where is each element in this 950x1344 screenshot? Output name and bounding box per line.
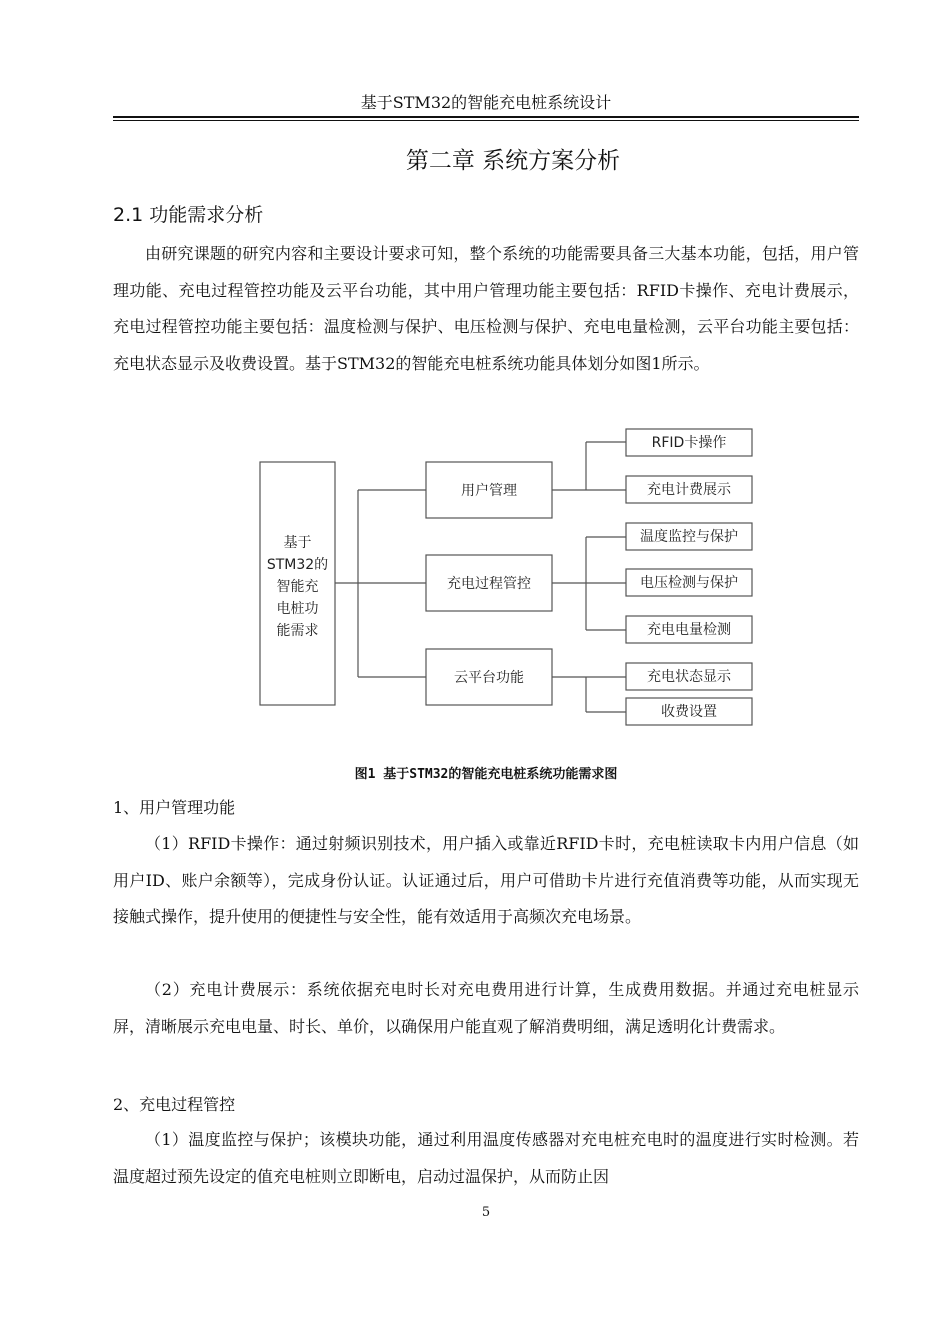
diagram-leaf-label: 充电电量检测 bbox=[647, 622, 731, 638]
section-title: 2.1 功能需求分析 bbox=[113, 204, 264, 226]
diagram-leaf-label: 充电状态显示 bbox=[647, 669, 731, 685]
page-number: 5 bbox=[481, 1205, 491, 1220]
diagram-leaf-label: 收费设置 bbox=[661, 704, 717, 720]
figure-caption: 图1 基于STM32的智能充电桩系统功能需求图 bbox=[354, 767, 618, 782]
diagram-leaf-label: 电压检测与保护 bbox=[640, 575, 738, 591]
subheading-charging-control: 2、充电过程管控 bbox=[113, 1095, 236, 1114]
rfid-paragraph: （1）RFID卡操作：通过射频识别技术，用户插入或靠近RFID卡时，充电桩读取卡内用户信息（如用户ID、账户余额等），完成身份认证。认证通过后，用户可借助卡片进行充值消费等功能，从而实现无接触式操作，提升使用的便捷性与安全性，能有效适用于高频次充电场景。 bbox=[113, 834, 859, 926]
diagram-root-line: 电桩功 bbox=[276, 601, 319, 617]
diagram-root-line: 智能充 bbox=[276, 579, 319, 595]
billing-paragraph: （2）充电计费展示：系统依据充电时长对充电费用进行计算，生成费用数据。并通过充电桩显示屏，清晰展示充电电量、时长、单价，以确保用户能直观了解消费明细，满足透明化计费需求。 bbox=[113, 980, 859, 1036]
diagram-leaf-label: RFID卡操作 bbox=[651, 435, 727, 451]
diagram-root-line: 能需求 bbox=[276, 623, 319, 639]
subheading-user-management: 1、用户管理功能 bbox=[113, 798, 236, 817]
diagram-root-line: 基于 bbox=[283, 535, 312, 551]
diagram-group-label: 用户管理 bbox=[461, 483, 517, 499]
running-header: 基于STM32的智能充电桩系统设计 bbox=[360, 93, 612, 112]
chapter-title: 第二章 系统方案分析 bbox=[405, 148, 621, 174]
diagram-root-line: STM32的 bbox=[266, 557, 329, 573]
temperature-paragraph: （1）温度监控与保护；该模块功能，通过利用温度传感器对充电桩充电时的温度进行实时检测。若温度超过预先设定的值充电桩则立即断电，启动过温保护，从而防止因 bbox=[113, 1130, 859, 1186]
diagram-group-label: 云平台功能 bbox=[454, 670, 524, 686]
diagram-group-label: 充电过程管控 bbox=[447, 576, 531, 592]
intro-paragraph: 由研究课题的研究内容和主要设计要求可知，整个系统的功能需要具备三大基本功能，包括，用户管理功能、充电过程管控功能及云平台功能，其中用户管理功能主要包括：RFID卡操作、充电计费展示，充电过程管控功能主要包括：温度检测与保护、电压检测与保护、充电电量检测，云平台功能主要包括：充电状态显示及收费设置。基于STM32的智能充电桩系统功能具体划分如图1所示。 bbox=[113, 244, 859, 373]
diagram-leaf-label: 温度监控与保护 bbox=[640, 529, 738, 545]
diagram-leaf-label: 充电计费展示 bbox=[647, 482, 731, 498]
